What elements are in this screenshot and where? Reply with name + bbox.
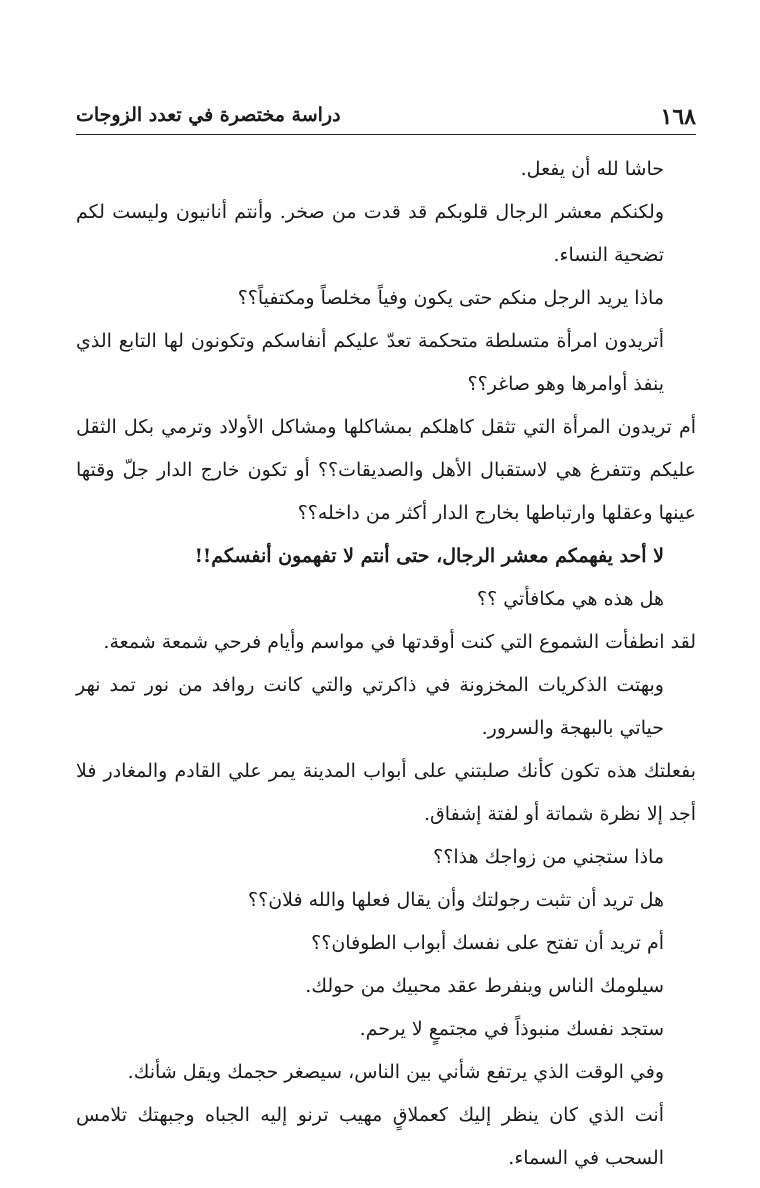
paragraph: سيلومك الناس وينفرط عقد محبيك من حولك. <box>305 975 664 997</box>
page-header <box>76 100 696 135</box>
paragraph: بفعلتك هذه تكون كأنك صلبتني على أبواب المدينة يمر علي القادم والمغادر فلا أجد إلا نظرة شماتة أو لفتة إشفاق. <box>76 760 696 825</box>
paragraph: وبهتت الذكريات المخزونة في ذاكرتي والتي كانت روافد من نور تمد نهر حياتي بالبهجة والسرور. <box>76 674 664 739</box>
page-number: ١٦٨ <box>660 104 696 130</box>
paragraph: وفي الوقت الذي يرتفع شأني بين الناس، سيصغر حجمك ويقل شأنك. <box>127 1061 664 1083</box>
paragraph: هل تريد أن تثبت رجولتك وأن يقال فعلها والله فلان؟؟ <box>248 889 664 911</box>
body-text <box>76 148 696 1180</box>
paragraph: ماذا يريد الرجل منكم حتى يكون وفياً مخلصاً ومكتفياً؟؟ <box>237 287 664 309</box>
paragraph: حاشا لله أن يفعل. <box>520 158 664 180</box>
paragraph: ولكنكم معشر الرجال قلوبكم قد قدت من صخر. وأنتم أنانيون وليست لكم تضحية النساء. <box>76 201 664 266</box>
paragraph: أتريدون امرأة متسلطة متحكمة تعدّ عليكم أنفاسكم وتكونون لها التابع الذي ينفذ أوامرها وهو صاغر؟؟ <box>76 330 664 395</box>
paragraph: لا أحد يفهمكم معشر الرجال، حتى أنتم لا تفهمون أنفسكم!! <box>194 545 664 567</box>
paragraph: هل هذه هي مكافأتي ؟؟ <box>477 588 664 610</box>
paragraph: ماذا ستجني من زواجك هذا؟؟ <box>433 846 664 868</box>
paragraph: أم تريدون المرأة التي تثقل كاهلكم بمشاكلها ومشاكل الأولاد وترمي بكل الثقل عليكم وتتفرغ هي لاستقبال الأهل والصديقات؟؟ أو تكون خارج الدار جلّ وقتها عينها وعقلها وارتباطها بخارج الدار أكثر من داخله؟؟ <box>76 416 696 524</box>
paragraph: أنت الذي كان ينظر إليك كعملاقٍ مهيب ترنو إليه الجباه وجبهتك تلامس السحب في السماء. <box>76 1104 664 1169</box>
paragraph: ستجد نفسك منبوذاً في مجتمعٍ لا يرحم. <box>359 1018 664 1040</box>
paragraph: لقد انطفأت الشموع التي كنت أوقدتها في مواسم وأيام فرحي شمعة شمعة. <box>103 631 696 653</box>
paragraph: أم تريد أن تفتح على نفسك أبواب الطوفان؟؟ <box>311 932 664 954</box>
running-title: دراسة مختصرة في تعدد الزوجات <box>76 104 341 126</box>
